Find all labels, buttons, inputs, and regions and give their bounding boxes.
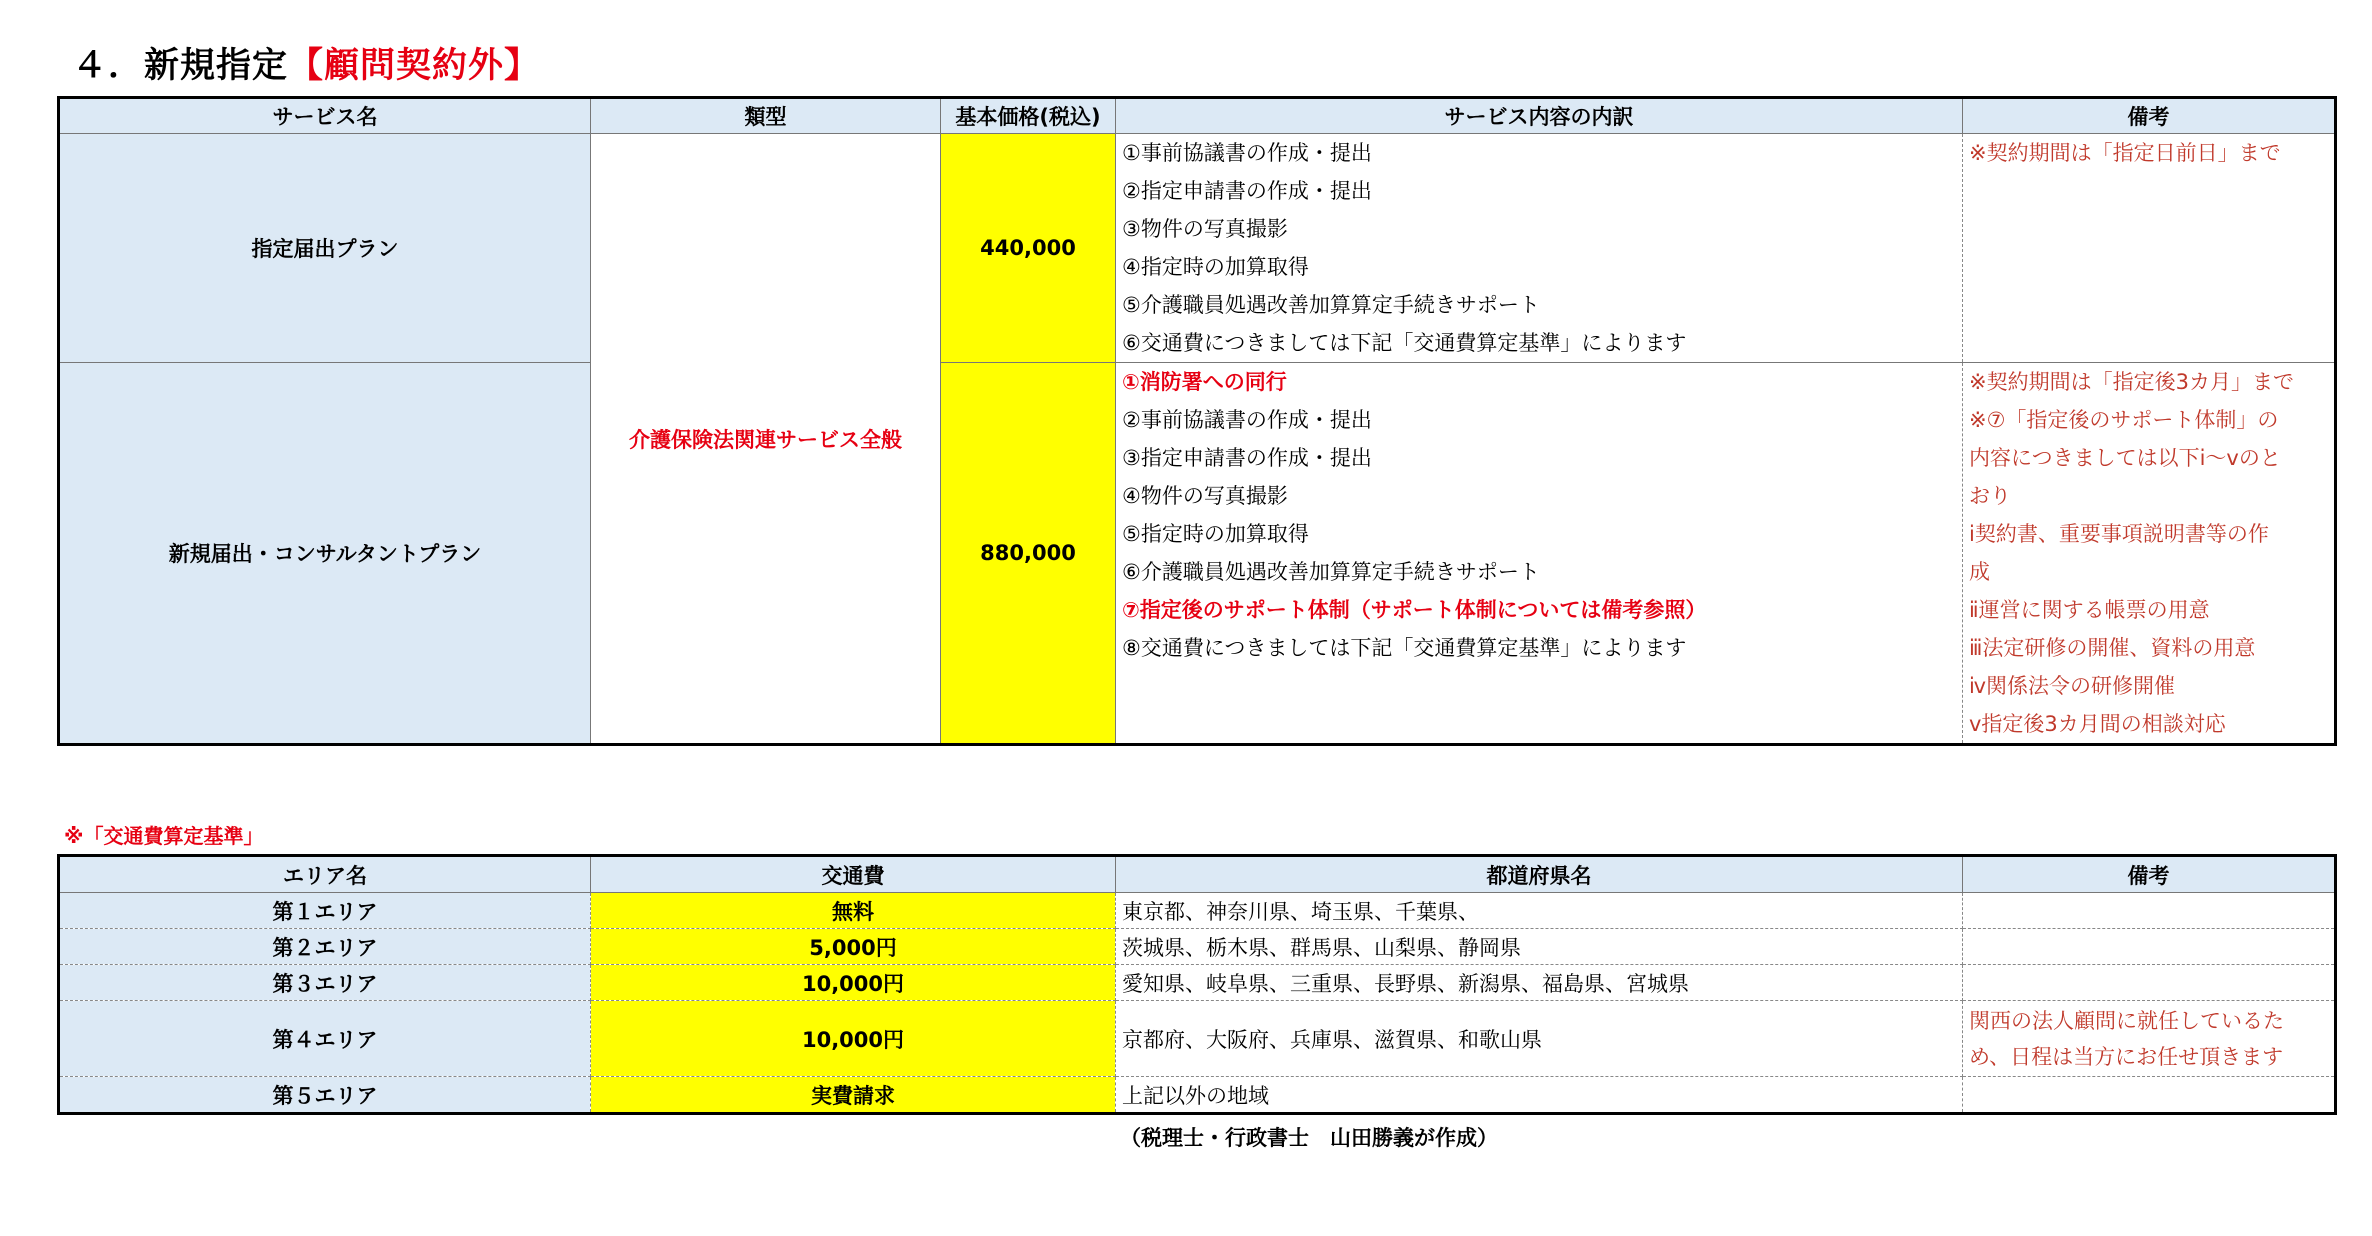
service-plan-table: [57, 96, 2337, 746]
list-item: ⑥交通費につきましては下記「交通費算定基準」によります: [1122, 331, 1687, 355]
list-item: ③指定申請書の作成・提出: [1122, 446, 1372, 470]
area-name: 第５エリア: [59, 1077, 591, 1114]
table-row: [59, 363, 2336, 745]
area-note: [1963, 893, 2336, 929]
area-name: 第４エリア: [59, 1001, 591, 1077]
list-item: ⑥介護職員処遇改善加算算定手続きサポート: [1122, 560, 1540, 584]
area-prefectures: 東京都、神奈川県、埼玉県、千葉県、: [1116, 893, 1963, 929]
table-row: [59, 1001, 2336, 1077]
service-type: 介護保険法関連サービス全般: [591, 134, 941, 745]
area-name: 第３エリア: [59, 965, 591, 1001]
note-line: 関西の法人顧問に就任しているた: [1969, 1008, 2284, 1033]
plan-items: [1116, 363, 1963, 745]
list-item: ④指定時の加算取得: [1122, 255, 1309, 279]
note-line: ※契約期間は「指定後3カ月」まで: [1969, 370, 2294, 394]
area-note: [1963, 1001, 2336, 1077]
header-notes: 備考: [1963, 98, 2336, 134]
area-note: [1963, 1077, 2336, 1114]
header-contents: サービス内容の内訳: [1116, 98, 1963, 134]
list-item: ①消防署への同行: [1122, 370, 1287, 394]
page-title: [72, 38, 540, 88]
area-note: [1963, 929, 2336, 965]
list-item: ⑦指定後のサポート体制（サポート体制については備考参照）: [1122, 598, 1707, 622]
list-item: ⑤指定時の加算取得: [1122, 522, 1309, 546]
list-item: ②指定申請書の作成・提出: [1122, 179, 1372, 203]
area-fee: 10,000円: [591, 1001, 1116, 1077]
plan-name: 指定届出プラン: [59, 134, 591, 363]
table-header-row: [59, 856, 2336, 893]
list-item: ②事前協議書の作成・提出: [1122, 408, 1372, 432]
area-prefectures: 愛知県、岐阜県、三重県、長野県、新潟県、福島県、宮城県: [1116, 965, 1963, 1001]
note-line: ※契約期間は「指定日前日」まで: [1969, 141, 2281, 165]
plan-items: [1116, 134, 1963, 363]
header-notes: 備考: [1963, 856, 2336, 893]
plan-name: 新規届出・コンサルタントプラン: [59, 363, 591, 745]
table-row: [59, 1077, 2336, 1114]
header-price: 基本価格(税込): [941, 98, 1116, 134]
list-item: ④物件の写真撮影: [1122, 484, 1288, 508]
header-fee: 交通費: [591, 856, 1116, 893]
area-prefectures: 茨城県、栃木県、群馬県、山梨県、静岡県: [1116, 929, 1963, 965]
note-line: ⅱ運営に関する帳票の用意: [1969, 598, 2210, 622]
area-fee: 10,000円: [591, 965, 1116, 1001]
plan-notes: [1963, 134, 2336, 363]
plan-price: 880,000: [941, 363, 1116, 745]
list-item: ③物件の写真撮影: [1122, 217, 1288, 241]
note-line: ⅰ契約書、重要事項説明書等の作: [1969, 522, 2269, 546]
note-line: ⅳ関係法令の研修開催: [1969, 674, 2176, 698]
list-item: ①事前協議書の作成・提出: [1122, 141, 1372, 165]
area-prefectures: 上記以外の地域: [1116, 1077, 1963, 1114]
note-line: おり: [1969, 484, 2011, 508]
area-fee: 無料: [591, 893, 1116, 929]
area-name: 第１エリア: [59, 893, 591, 929]
note-line: 成: [1969, 560, 1990, 584]
header-prefectures: 都道府県名: [1116, 856, 1963, 893]
author-credit: （税理士・行政書士 山田勝義が作成）: [1120, 1126, 1498, 1150]
note-line: 内容につきましては以下ⅰ～ⅴのと: [1969, 446, 2281, 470]
table-row: [59, 929, 2336, 965]
header-type: 類型: [591, 98, 941, 134]
header-service-name: サービス名: [59, 98, 591, 134]
area-prefectures: 京都府、大阪府、兵庫県、滋賀県、和歌山県: [1116, 1001, 1963, 1077]
travel-cost-table: [57, 854, 2337, 1115]
list-item: ⑧交通費につきましては下記「交通費算定基準」によります: [1122, 636, 1687, 660]
note-line: ⅴ指定後3カ月間の相談対応: [1969, 712, 2226, 736]
area-fee: 5,000円: [591, 929, 1116, 965]
area-name: 第２エリア: [59, 929, 591, 965]
title-highlight: 【顧問契約外】: [288, 46, 541, 86]
title-prefix: ４．新規指定: [72, 46, 289, 86]
area-fee: 実費請求: [591, 1077, 1116, 1114]
travel-cost-caption: ※「交通費算定基準」: [64, 824, 264, 848]
list-item: ⑤介護職員処遇改善加算算定手続きサポート: [1122, 293, 1540, 317]
header-area: エリア名: [59, 856, 591, 893]
note-line: め、日程は当方にお任せ頂きます: [1969, 1044, 2284, 1069]
plan-notes: [1963, 363, 2336, 745]
table-header-row: [59, 98, 2336, 134]
table-row: [59, 134, 2336, 363]
table-row: [59, 965, 2336, 1001]
note-line: ※⑦「指定後のサポート体制」の: [1969, 408, 2279, 432]
plan-price: 440,000: [941, 134, 1116, 363]
note-line: ⅲ法定研修の開催、資料の用意: [1969, 636, 2256, 660]
area-note: [1963, 965, 2336, 1001]
table-row: [59, 893, 2336, 929]
